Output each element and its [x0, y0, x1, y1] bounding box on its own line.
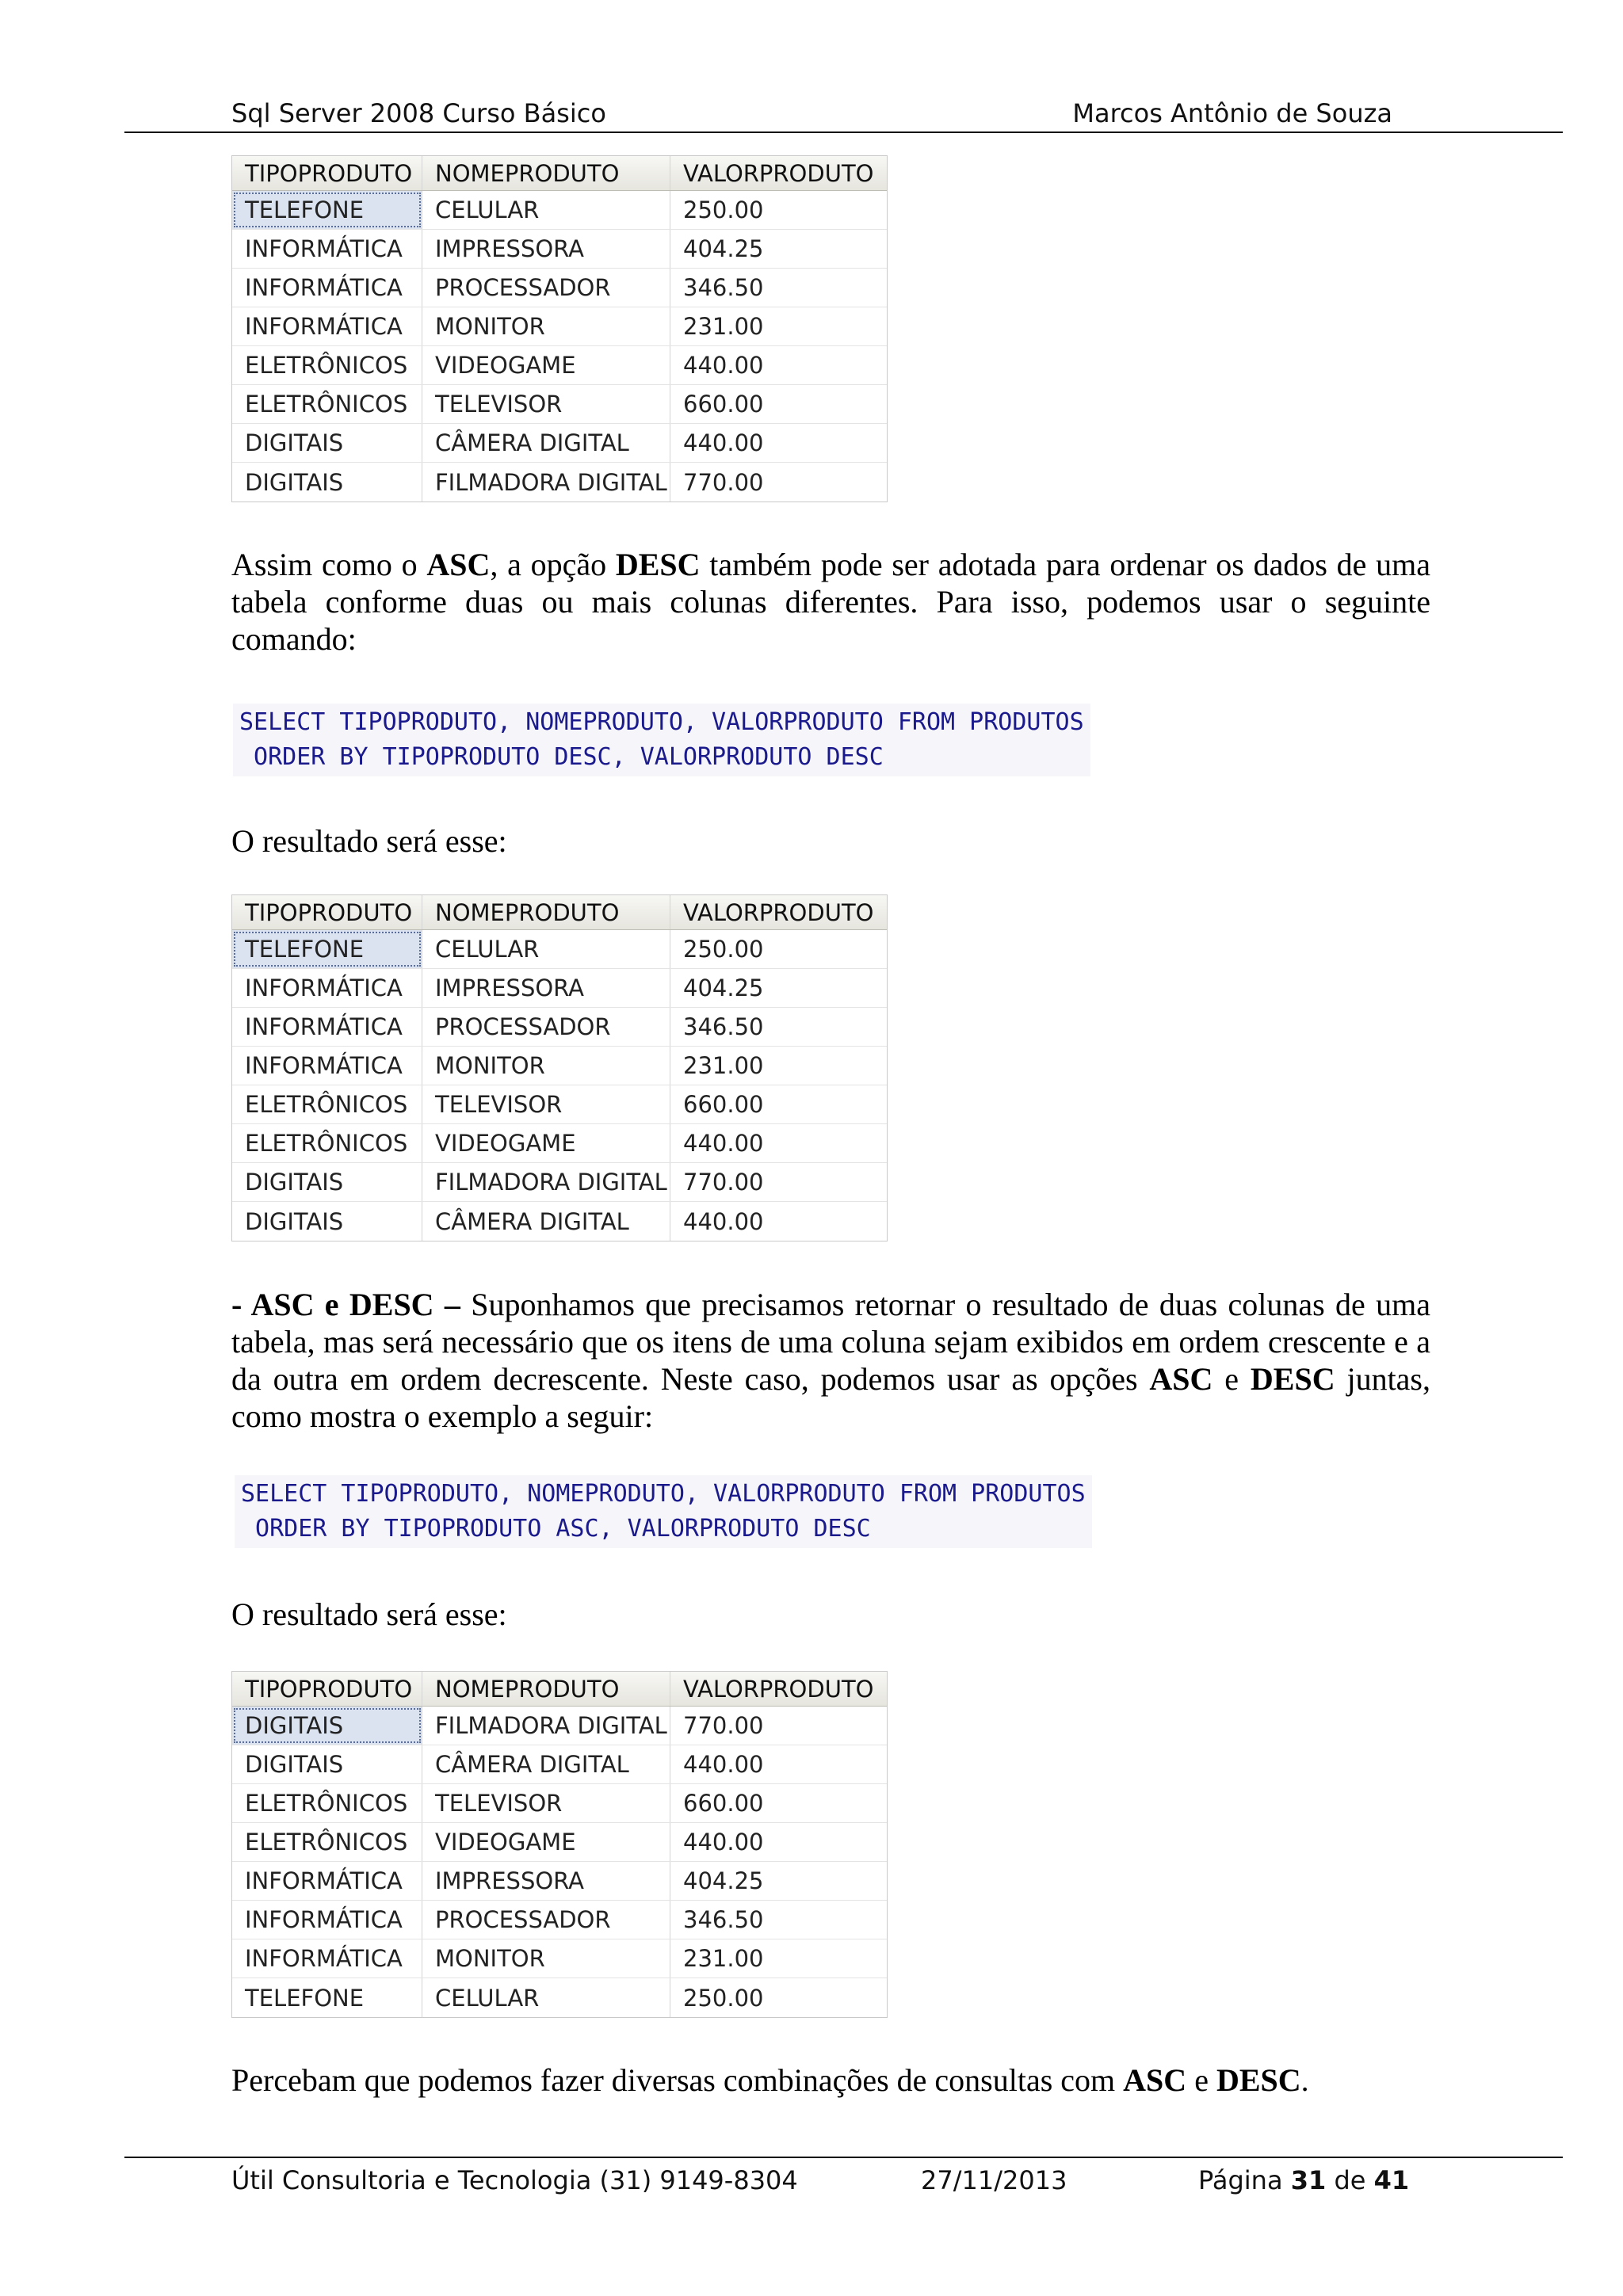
text-run: , a opção: [490, 547, 616, 582]
table-cell[interactable]: ELETRÔNICOS: [232, 1784, 422, 1822]
sql-query-2: [235, 1475, 1092, 1548]
table-row: [232, 1163, 887, 1202]
table-cell[interactable]: PROCESSADOR: [422, 1901, 670, 1939]
table-row: [232, 385, 887, 424]
table-cell[interactable]: MONITOR: [422, 1939, 670, 1978]
result-label-1: O resultado será esse:: [231, 823, 507, 859]
table-cell[interactable]: CELULAR: [422, 930, 670, 968]
table-cell[interactable]: FILMADORA DIGITAL: [422, 463, 670, 502]
page-of-word: de: [1334, 2165, 1366, 2195]
table-cell[interactable]: TELEFONE: [232, 930, 422, 968]
table-row: [232, 1202, 887, 1241]
text-run: juntas, como mostra o exemplo a seguir:: [231, 1361, 1430, 1434]
table-row: [232, 1784, 887, 1823]
column-header[interactable]: TIPOPRODUTO: [232, 895, 422, 929]
table-row: [232, 1862, 887, 1901]
sql-line: SELECT TIPOPRODUTO, NOMEPRODUTO, VALORPRODUTO FROM PRODUTOS: [241, 1480, 1086, 1508]
column-header[interactable]: NOMEPRODUTO: [422, 895, 670, 929]
table-cell[interactable]: 250.00: [683, 196, 764, 223]
table-row: [232, 1939, 887, 1978]
table-row: [232, 1707, 887, 1745]
table-cell[interactable]: DIGITAIS: [232, 1202, 422, 1241]
text-run: também pode ser adotada para ordenar os dados de uma tabela conforme duas ou mais colunas diferentes. Para isso, podemos usar o seguinte comando:: [231, 547, 1430, 657]
table-cell[interactable]: 404.25: [683, 1867, 764, 1894]
table-row: [232, 269, 887, 307]
table-cell[interactable]: ELETRÔNICOS: [232, 346, 422, 384]
page-current: 31: [1290, 2165, 1327, 2195]
table-cell[interactable]: INFORMÁTICA: [232, 1047, 422, 1085]
text-run: Percebam que podemos fazer diversas combinações de consultas com: [231, 2062, 1124, 2098]
table-cell[interactable]: FILMADORA DIGITAL: [422, 1707, 670, 1745]
table-cell[interactable]: 231.00: [683, 1945, 764, 1972]
table-cell[interactable]: 346.50: [683, 1013, 764, 1040]
table-cell[interactable]: TELEFONE: [232, 191, 422, 229]
header-rule: [124, 132, 1563, 133]
table-row: [232, 307, 887, 346]
table-cell[interactable]: PROCESSADOR: [422, 269, 670, 307]
bold-run: ASC: [1123, 2062, 1187, 2098]
table-cell[interactable]: CÂMERA DIGITAL: [422, 424, 670, 462]
table-cell[interactable]: 346.50: [683, 274, 764, 301]
table-cell[interactable]: INFORMÁTICA: [232, 269, 422, 307]
table-cell[interactable]: 660.00: [683, 391, 764, 418]
table-cell[interactable]: 250.00: [683, 936, 764, 963]
table-cell[interactable]: DIGITAIS: [232, 424, 422, 462]
table-cell[interactable]: MONITOR: [422, 1047, 670, 1085]
bold-run: DESC: [1216, 2062, 1301, 2098]
table-cell[interactable]: INFORMÁTICA: [232, 1939, 422, 1978]
table-cell[interactable]: ELETRÔNICOS: [232, 1124, 422, 1162]
table-row: [232, 969, 887, 1008]
table-cell[interactable]: INFORMÁTICA: [232, 307, 422, 345]
table-cell[interactable]: TELEFONE: [232, 1978, 422, 2017]
table-cell[interactable]: VIDEOGAME: [422, 1823, 670, 1861]
table-cell[interactable]: IMPRESSORA: [422, 230, 670, 268]
results-grid-1: [231, 155, 888, 502]
table-cell[interactable]: INFORMÁTICA: [232, 1862, 422, 1900]
table-cell[interactable]: CELULAR: [422, 1978, 670, 2017]
results-grid-3: [231, 1671, 888, 2018]
table-cell[interactable]: 404.25: [683, 974, 764, 1001]
table-row: [232, 463, 887, 502]
table-cell[interactable]: 231.00: [683, 313, 764, 340]
text-run: .: [1300, 2062, 1309, 2098]
column-header[interactable]: VALORPRODUTO: [683, 1675, 874, 1703]
header-course-title: Sql Server 2008 Curso Básico: [231, 98, 606, 128]
table-cell[interactable]: 440.00: [683, 1130, 764, 1157]
table-cell[interactable]: 346.50: [683, 1906, 764, 1933]
table-cell[interactable]: 440.00: [683, 429, 764, 456]
table-cell[interactable]: ELETRÔNICOS: [232, 385, 422, 423]
grid-header-row: [232, 1672, 887, 1707]
table-row: [232, 1745, 887, 1784]
table-cell[interactable]: 770.00: [683, 1712, 764, 1739]
table-cell[interactable]: TELEVISOR: [422, 1784, 670, 1822]
text-run: Suponhamos que precisamos retornar o resultado de duas colunas de uma tabela, mas será necessário que os itens de uma coluna sejam exibidos em ordem crescente e a da outra em ordem decrescente. Neste caso, podemos usar as opções: [231, 1287, 1430, 1397]
sql-query-1: [233, 704, 1090, 776]
table-row: [232, 1085, 887, 1124]
table-cell[interactable]: ELETRÔNICOS: [232, 1085, 422, 1123]
page-total: 41: [1373, 2165, 1410, 2195]
page-word: Página: [1198, 2165, 1283, 2195]
paragraph-conclusion: [231, 2061, 1430, 2099]
column-header[interactable]: NOMEPRODUTO: [422, 1672, 670, 1706]
table-cell[interactable]: FILMADORA DIGITAL: [422, 1163, 670, 1201]
table-cell[interactable]: 404.25: [683, 235, 764, 262]
column-header[interactable]: TIPOPRODUTO: [232, 156, 422, 190]
results-grid-2: [231, 894, 888, 1241]
text-run: Assim como o: [231, 547, 427, 582]
text-run: e: [1186, 2062, 1216, 2098]
grid-header-row: [232, 895, 887, 930]
table-cell[interactable]: INFORMÁTICA: [232, 969, 422, 1007]
table-row: [232, 346, 887, 385]
sql-line: ORDER BY TIPOPRODUTO ASC, VALORPRODUTO DESC: [241, 1515, 871, 1543]
table-cell[interactable]: PROCESSADOR: [422, 1008, 670, 1046]
header-author: Marcos Antônio de Souza: [1072, 98, 1392, 128]
column-header[interactable]: NOMEPRODUTO: [422, 156, 670, 190]
table-cell[interactable]: 770.00: [683, 468, 764, 496]
table-row: [232, 1823, 887, 1862]
table-cell[interactable]: MONITOR: [422, 307, 670, 345]
table-cell[interactable]: 440.00: [683, 352, 764, 379]
table-cell[interactable]: 250.00: [683, 1984, 764, 2012]
table-cell[interactable]: DIGITAIS: [232, 463, 422, 502]
table-cell[interactable]: 440.00: [683, 1207, 764, 1235]
table-row: [232, 1008, 887, 1047]
table-row: [232, 1047, 887, 1085]
bold-run: DESC: [1250, 1361, 1335, 1397]
grid-header-row: [232, 156, 887, 191]
result-label-2: O resultado será esse:: [231, 1596, 507, 1632]
column-header[interactable]: VALORPRODUTO: [683, 159, 874, 187]
text-run: e: [1212, 1361, 1251, 1397]
footer-company: Útil Consultoria e Tecnologia (31) 9149-8304: [231, 2165, 798, 2195]
table-cell[interactable]: INFORMÁTICA: [232, 1008, 422, 1046]
table-cell[interactable]: DIGITAIS: [232, 1745, 422, 1783]
paragraph-desc-intro: [231, 546, 1430, 658]
table-row: [232, 1978, 887, 2017]
footer-page-number: [1198, 2165, 1409, 2195]
table-cell[interactable]: INFORMÁTICA: [232, 230, 422, 268]
bold-run: ASC: [426, 547, 491, 582]
table-cell[interactable]: DIGITAIS: [232, 1163, 422, 1201]
table-cell[interactable]: 660.00: [683, 1091, 764, 1118]
footer-rule: [124, 2157, 1563, 2158]
table-row: [232, 1124, 887, 1163]
column-header[interactable]: TIPOPRODUTO: [232, 1672, 422, 1706]
table-cell[interactable]: 770.00: [683, 1169, 764, 1196]
table-cell[interactable]: 660.00: [683, 1790, 764, 1817]
table-cell[interactable]: VIDEOGAME: [422, 346, 670, 384]
table-cell[interactable]: CÂMERA DIGITAL: [422, 1202, 670, 1241]
paragraph-asc-desc: [231, 1286, 1430, 1435]
sql-line: ORDER BY TIPOPRODUTO DESC, VALORPRODUTO DESC: [239, 743, 884, 771]
table-cell[interactable]: 231.00: [683, 1052, 764, 1079]
column-header[interactable]: VALORPRODUTO: [683, 898, 874, 926]
table-row: [232, 230, 887, 269]
bold-run: ASC: [1149, 1361, 1213, 1397]
bold-run: DESC: [615, 547, 701, 582]
table-row: [232, 930, 887, 969]
table-cell[interactable]: TELEVISOR: [422, 1085, 670, 1123]
table-row: [232, 191, 887, 230]
table-cell[interactable]: DIGITAIS: [232, 1707, 422, 1745]
table-cell[interactable]: CÂMERA DIGITAL: [422, 1745, 670, 1783]
table-cell[interactable]: INFORMÁTICA: [232, 1901, 422, 1939]
footer-date: 27/11/2013: [921, 2165, 1067, 2195]
table-cell[interactable]: 440.00: [683, 1829, 764, 1855]
table-cell[interactable]: ELETRÔNICOS: [232, 1823, 422, 1861]
sql-line: SELECT TIPOPRODUTO, NOMEPRODUTO, VALORPRODUTO FROM PRODUTOS: [239, 708, 1084, 736]
table-cell[interactable]: 440.00: [683, 1751, 764, 1778]
table-cell[interactable]: IMPRESSORA: [422, 1862, 670, 1900]
table-row: [232, 424, 887, 463]
table-cell[interactable]: VIDEOGAME: [422, 1124, 670, 1162]
table-cell[interactable]: IMPRESSORA: [422, 969, 670, 1007]
bold-run: - ASC e DESC –: [231, 1287, 460, 1322]
table-row: [232, 1901, 887, 1939]
table-cell[interactable]: TELEVISOR: [422, 385, 670, 423]
table-cell[interactable]: CELULAR: [422, 191, 670, 229]
